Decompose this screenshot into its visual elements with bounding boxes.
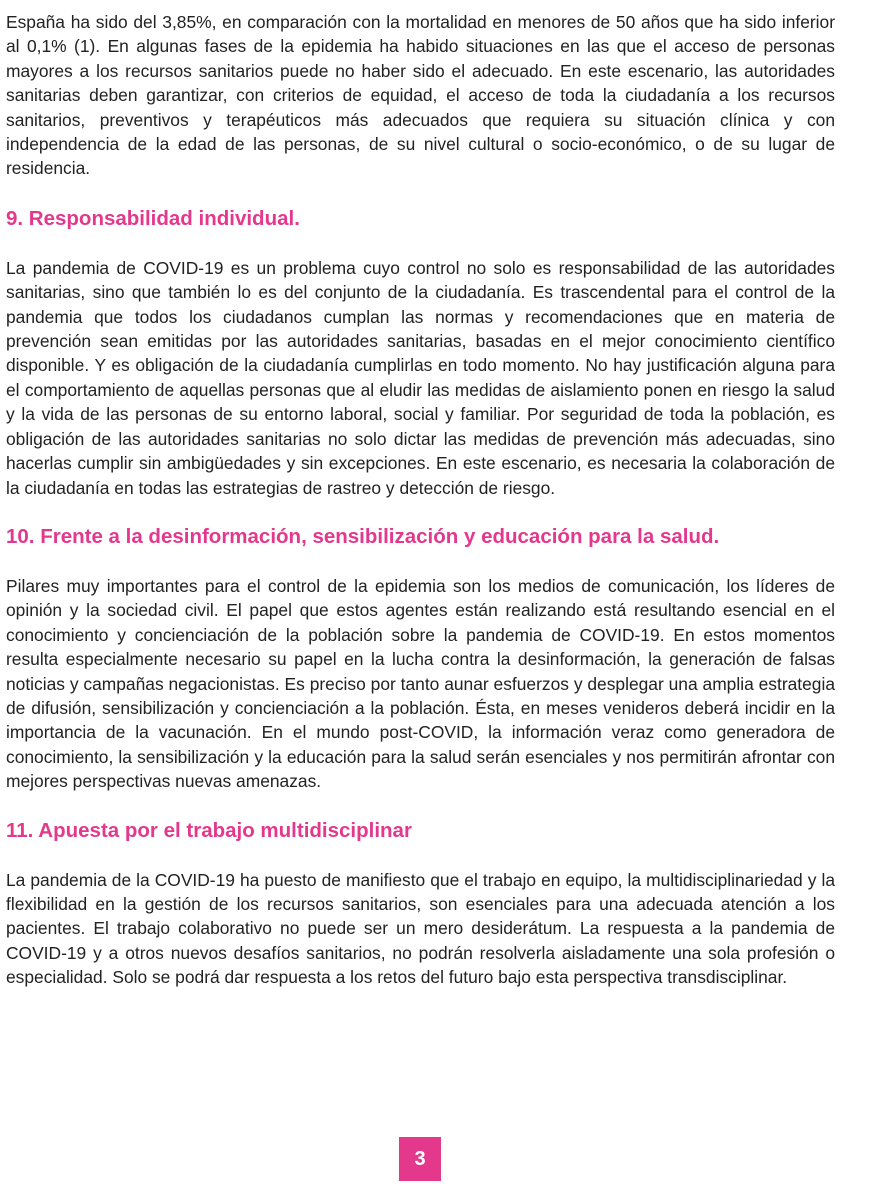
section-9-heading: 9. Responsabilidad individual. — [6, 206, 300, 230]
page-number-badge: 3 — [399, 1137, 441, 1181]
section-10-heading: 10. Frente a la desinformación, sensibilización y educación para la salud. — [6, 524, 720, 548]
intro-paragraph: España ha sido del 3,85%, en comparación con la mortalidad en menores de 50 años que ha sido inferior al 0,1% (1). En algunas fases de la epidemia ha habido situaciones en las que el acceso de personas mayores a los recursos sanitarios puede no haber sido el adecuado. En este escenario, las autoridades sanitarias deben garantizar, con criterios de equidad, el acceso de toda la ciudadanía a los recursos sanitarios, preventivos y terapéuticos más adecuados que requiera su situación clínica y con independencia de la edad de las personas, de su nivel cultural o socio-económico, o de su lugar de residencia. — [6, 12, 835, 179]
section-11-paragraph: La pandemia de la COVID-19 ha puesto de manifiesto que el trabajo en equipo, la multidisciplinariedad y la flexibilidad en la gestión de los recursos sanitarios, son esenciales para una adecuada atención a los pacientes. El trabajo colaborativo no puede ser un mero desiderátum. La respuesta a la pandemia de COVID-19 y a otros nuevos desafíos sanitarios, no podrán resolverla aisladamente una sola profesión o especialidad. Solo se podrá dar respuesta a los retos del futuro bajo esta perspectiva transdisciplinar. — [6, 869, 835, 988]
document-page — [6, 10, 835, 990]
section-10-paragraph: Pilares muy importantes para el control de la epidemia son los medios de comunicación, los líderes de opinión y la sociedad civil. El papel que estos agentes están realizando está resultando esencial en el conocimiento y concienciación de la población sobre la pandemia de COVID-19. En estos momentos resulta especialmente necesario su papel en la lucha contra la desinformación, la generación de falsas noticias y campañas negacionistas. Es preciso por tanto aunar esfuerzos y desplegar una amplia estrategia de difusión, sensibilización y concienciación a la población. Ésta, en meses venideros deberá incidir en la importancia de la vacunación. En el mundo post-COVID, la información veraz como generadora de conocimiento, la sensibilización y la educación para la salud serán esenciales y nos permitirán afrontar con mejores perspectivas nuevas amenazas. — [6, 575, 835, 792]
section-11-heading: 11. Apuesta por el trabajo multidisciplinar — [6, 818, 412, 842]
section-9-paragraph: La pandemia de COVID-19 es un problema cuyo control no solo es responsabilidad de las autoridades sanitarias, sino que también lo es del conjunto de la ciudadanía. Es trascendental para el control de la pandemia que todos los ciudadanos cumplan las normas y recomendaciones que en materia de prevención sean emitidas por las autoridades sanitarias, basadas en el mejor conocimiento científico disponible. Y es obligación de la ciudadanía cumplirlas en todo momento. No hay justificación alguna para el comportamiento de aquellas personas que al eludir las medidas de aislamiento ponen en riesgo la salud y la vida de las personas de su entorno laboral, social y familiar. Por seguridad de toda la población, es obligación de las autoridades sanitarias no solo dictar las medidas de prevención más adecuadas, sino hacerlas cumplir sin ambigüedades y sin excepciones. En este escenario, es necesaria la colaboración de la ciudadanía en todas las estrategias de rastreo y detección de riesgo. — [6, 257, 835, 498]
